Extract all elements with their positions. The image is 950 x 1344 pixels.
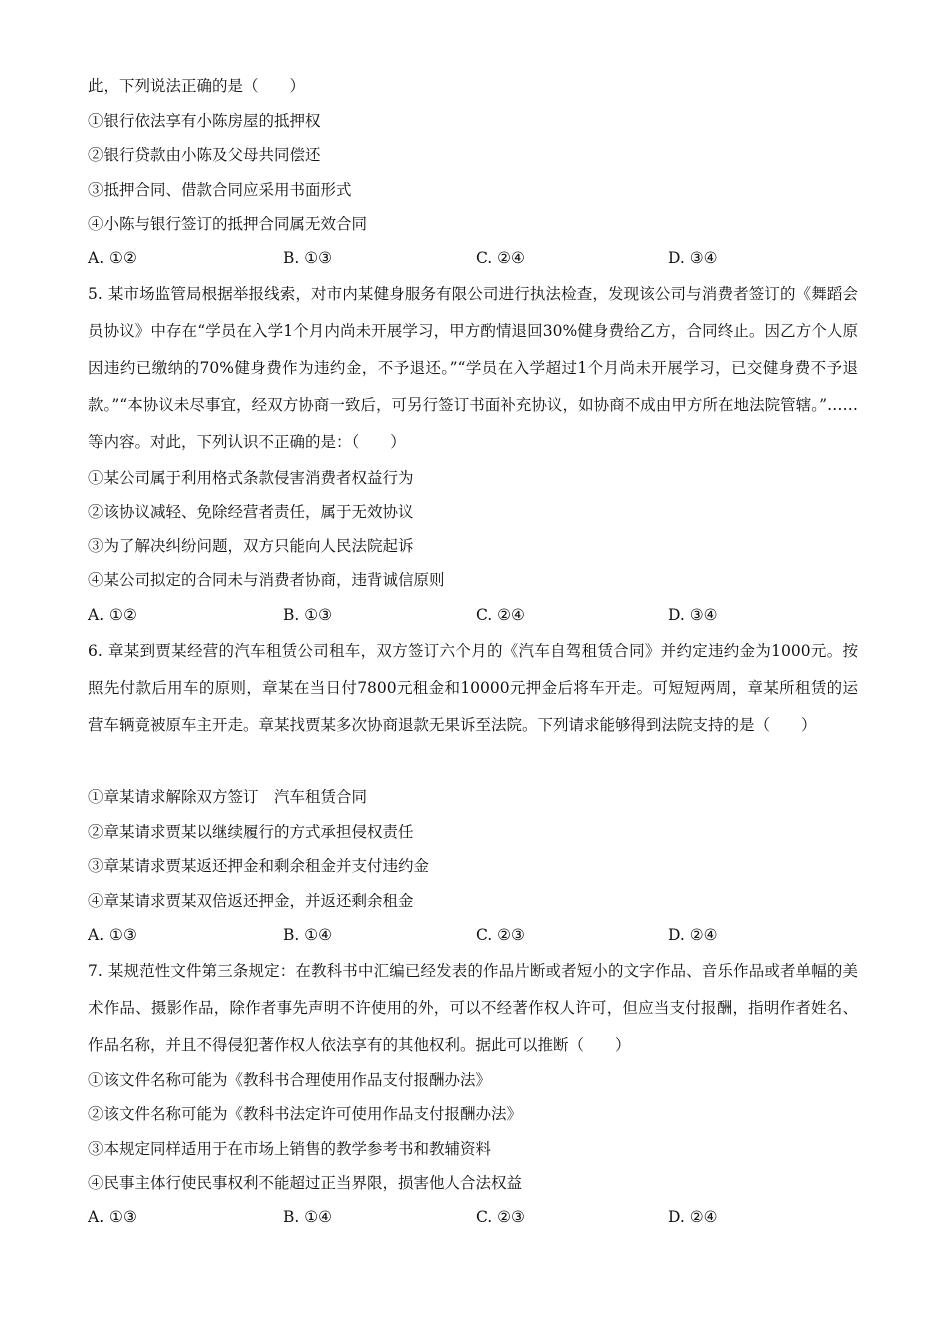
q4-statement-4: ④小陈与银行签订的抵押合同属无效合同 xyxy=(88,215,368,233)
q4-option-b: B. ①③ xyxy=(283,249,333,267)
q5-statement-1: ①某公司属于利用格式条款侵害消费者权益行为 xyxy=(88,469,414,487)
q5-option-b: B. ①③ xyxy=(283,606,333,624)
question-6-stem: 6. 章某到贾某经营的汽车租赁公司租车，双方签订六个月的《汽车自驾租赁合同》并约定违约金为1000元。按照先付款后用车的原则，章某在当日付7800元租金和10000元押金后将车开走。可短短两周，章某所租赁的运营车辆竟被原车主开走。章某找贾某多次协商退款无果诉至法院。下列请求能够得到法院支持的是（ ） xyxy=(88,642,858,734)
q6-option-c: C. ②③ xyxy=(476,926,525,944)
q7-statement-3: ③本规定同样适用于在市场上销售的教学参考书和教辅资料 xyxy=(88,1140,492,1158)
q5-option-c: C. ②④ xyxy=(476,606,525,624)
q4-statement-3: ③抵押合同、借款合同应采用书面形式 xyxy=(88,181,352,199)
q6-option-b: B. ①④ xyxy=(283,926,333,944)
question-4-stem-end: 此，下列说法正确的是（ ） xyxy=(88,77,306,95)
q7-option-c: C. ②③ xyxy=(476,1208,525,1226)
q7-option-b: B. ①④ xyxy=(283,1208,333,1226)
q6-statement-4: ④章某请求贾某双倍返还押金，并返还剩余租金 xyxy=(88,892,414,910)
q6-statement-2: ②章某请求贾某以继续履行的方式承担侵权责任 xyxy=(88,823,414,841)
q7-statement-4: ④民事主体行使民事权利不能超过正当界限，损害他人合法权益 xyxy=(88,1174,523,1192)
q7-option-d: D. ②④ xyxy=(668,1208,718,1226)
q4-option-c: C. ②④ xyxy=(476,249,525,267)
q5-statement-4: ④某公司拟定的合同未与消费者协商，违背诚信原则 xyxy=(88,571,445,589)
q4-option-d: D. ③④ xyxy=(668,249,718,267)
q5-option-a: A. ①② xyxy=(88,606,137,624)
q5-statement-2: ②该协议减轻、免除经营者责任，属于无效协议 xyxy=(88,503,414,521)
q6-option-a: A. ①③ xyxy=(88,926,137,944)
q6-statement-1: ①章某请求解除双方签订 汽车租赁合同 xyxy=(88,788,368,806)
q6-option-d: D. ②④ xyxy=(668,926,718,944)
q4-option-a: A. ①② xyxy=(88,249,137,267)
q4-statement-2: ②银行贷款由小陈及父母共同偿还 xyxy=(88,146,321,164)
question-7-stem: 7. 某规范性文件第三条规定：在教科书中汇编已经发表的作品片断或者短小的文字作品、音乐作品或者单幅的美术作品、摄影作品，除作者事先声明不许使用的外，可以不经著作权人许可，但应当支付报酬，指明作者姓名、作品名称，并且不得侵犯著作权人依法享有的其他权利。据此可以推断（ ） xyxy=(88,962,858,1054)
q5-statement-3: ③为了解决纠纷问题，双方只能向人民法院起诉 xyxy=(88,537,414,555)
q6-statement-3: ③章某请求贾某返还押金和剩余租金并支付违约金 xyxy=(88,857,430,875)
q4-statement-1: ①银行依法享有小陈房屋的抵押权 xyxy=(88,112,321,130)
q7-statement-2: ②该文件名称可能为《教科书法定许可使用作品支付报酬办法》 xyxy=(88,1105,523,1123)
q7-option-a: A. ①③ xyxy=(88,1208,137,1226)
q7-statement-1: ①该文件名称可能为《教科书合理使用作品支付报酬办法》 xyxy=(88,1071,492,1089)
question-5-stem: 5. 某市场监管局根据举报线索，对市内某健身服务有限公司进行执法检查，发现该公司与消费者签订的《舞蹈会员协议》中存在“学员在入学1个月内尚未开展学习，甲方酌情退回30%健身费给乙方，合同终止。因乙方个人原因违约已缴纳的70%健身费作为违约金，不予退还。”“学员在入学超过1个月尚未开展学习，已交健身费不予退款。”“本协议未尽事宜，经双方协商一致后，可另行签订书面补充协议，如协商不成由甲方所在地法院管辖。”……等内容。对此，下列认识不正确的是：（ ） xyxy=(88,285,858,451)
q5-option-d: D. ③④ xyxy=(668,606,718,624)
